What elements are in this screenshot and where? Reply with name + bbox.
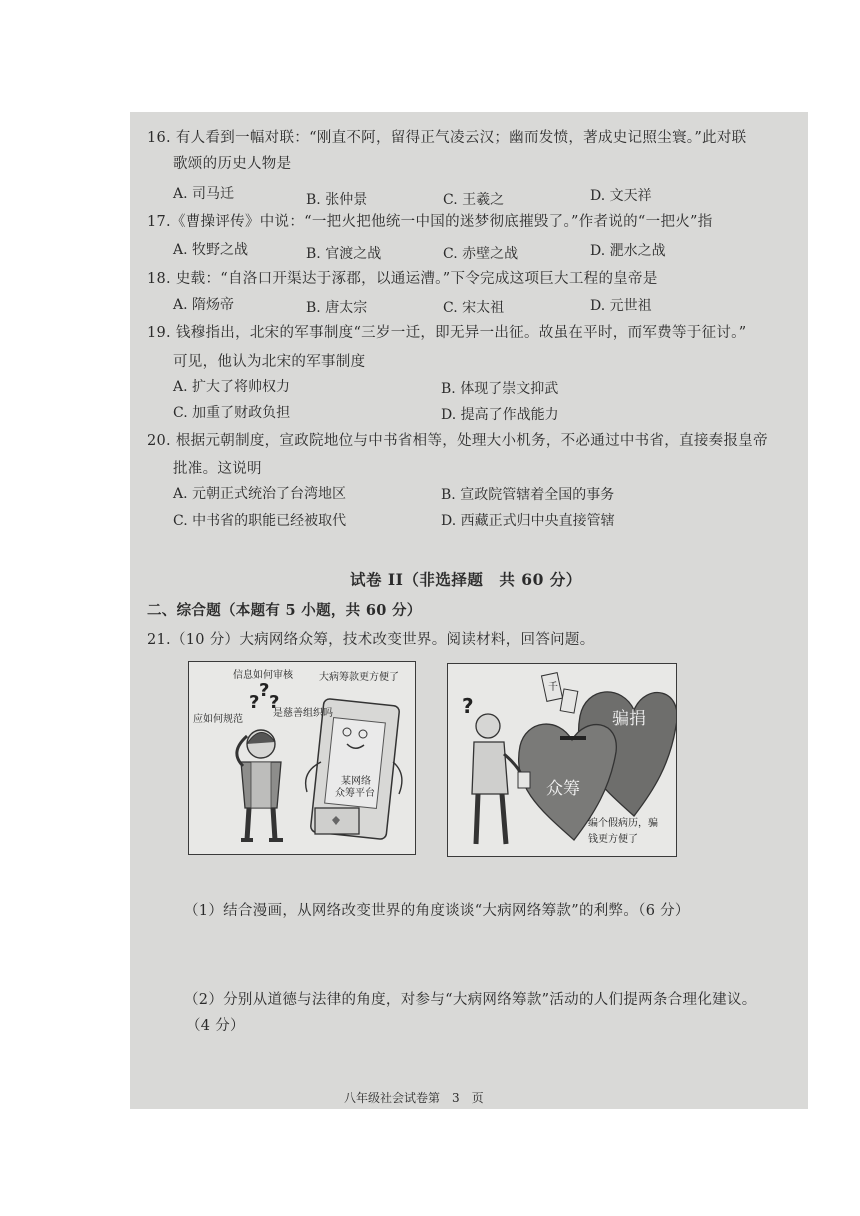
section-title: 试卷 II（非选择题 共 60 分） xyxy=(350,570,582,589)
q19-stem-line2: 可见，他认为北宋的军事制度 xyxy=(173,354,366,370)
cartoon1-caption-convenient: 大病筹款更方便了 xyxy=(319,672,399,683)
q19-stem-line1: 19. 钱穆指出，北宋的军事制度“三岁一迁，即无异一出征。故虽在平时，而军费等于征讨。” xyxy=(147,325,747,341)
q21-subquestion-2: （2）分别从道德与法律的角度，对参与“大病网络筹款”活动的人们提两条合理化建议。 xyxy=(184,992,757,1008)
q18-stem: 18. 史载：“自洛口开渠达于涿郡，以通运漕。”下令完成这项巨大工程的皇帝是 xyxy=(147,271,658,287)
q20-option-d: D. 西藏正式归中央直接管辖 xyxy=(441,513,615,529)
cartoon-fraud-donation xyxy=(447,663,677,857)
q17-option-b: B. 官渡之战 xyxy=(306,246,382,262)
page-footer: 八年级社会试卷第 3 页 xyxy=(344,1091,484,1105)
q20-stem-line2: 批准。这说明 xyxy=(173,461,262,477)
exam-page xyxy=(130,112,808,1109)
q16-option-c: C. 王羲之 xyxy=(443,192,505,208)
question-mark-3: ? xyxy=(269,692,280,713)
question-mark-2: ? xyxy=(249,692,260,713)
q16-option-b: B. 张仲景 xyxy=(306,192,368,208)
q17-option-a: A. 牧野之战 xyxy=(173,242,249,258)
q16-stem-line1: 16. 有人看到一幅对联：“刚直不阿，留得正气凌云汉；幽而发愤，著成史记照尘寰。”此对联 xyxy=(147,130,747,146)
cartoon1-caption-charity: 是慈善组织吗 xyxy=(273,708,333,719)
q21-intro: 21.（10 分）大病网络众筹，技术改变世界。阅读材料，回答问题。 xyxy=(147,632,595,648)
cartoon1-caption-regulate: 应如何规范 xyxy=(193,714,243,725)
q17-stem: 17.《曹操评传》中说：“一把火把他统一中国的迷梦彻底摧毁了。”作者说的“一把火”指 xyxy=(147,214,713,230)
q18-option-a: A. 隋炀帝 xyxy=(173,297,235,313)
q18-option-d: D. 元世祖 xyxy=(590,298,652,314)
cartoon-1-drawing xyxy=(189,662,415,854)
heart-label-crowdfunding: 众筹 xyxy=(546,779,580,799)
q16-option-a: A. 司马迁 xyxy=(173,186,235,202)
section-heading: 二、综合题（本题有 5 小题，共 60 分） xyxy=(147,602,422,619)
q21-subquestion-2-score: （4 分） xyxy=(186,1018,245,1034)
cartoon2-caption-line2: 钱更方便了 xyxy=(588,834,638,845)
cartoon1-caption-review: 信息如何审核 xyxy=(233,670,293,681)
q19-option-c: C. 加重了财政负担 xyxy=(173,405,291,421)
q19-option-b: B. 体现了崇文抑武 xyxy=(441,381,559,397)
q16-stem-line2: 歌颂的历史人物是 xyxy=(173,156,292,172)
q19-option-d: D. 提高了作战能力 xyxy=(441,407,559,423)
cartoon1-board-label-2: 众筹平台 xyxy=(335,788,375,799)
q18-option-c: C. 宋太祖 xyxy=(443,300,505,316)
q16-option-d: D. 文天祥 xyxy=(590,188,652,204)
q20-stem-line1: 20. 根据元朝制度，宣政院地位与中书省相等，处理大小机务，不必通过中书省，直接奏报皇帝 xyxy=(147,433,768,449)
cartoon2-card-label: 千 xyxy=(548,682,558,693)
cartoon2-question-mark: ? xyxy=(462,694,474,718)
q19-option-a: A. 扩大了将帅权力 xyxy=(173,379,291,395)
q17-option-c: C. 赤壁之战 xyxy=(443,246,519,262)
q21-subquestion-1: （1）结合漫画，从网络改变世界的角度谈谈“大病网络筹款”的利弊。（6 分） xyxy=(184,903,690,919)
q20-option-b: B. 宣政院管辖着全国的事务 xyxy=(441,487,615,503)
q18-option-b: B. 唐太宗 xyxy=(306,300,368,316)
cartoon2-caption-line1: 编个假病历，骗 xyxy=(588,818,658,829)
question-mark-1: ? xyxy=(259,680,270,701)
q17-option-d: D. 淝水之战 xyxy=(590,243,666,259)
cartoon-crowdfunding-platform xyxy=(188,661,416,855)
q20-option-a: A. 元朝正式统治了台湾地区 xyxy=(173,486,347,502)
q20-option-c: C. 中书省的职能已经被取代 xyxy=(173,513,347,529)
cartoon1-board-label-1: 某网络 xyxy=(341,776,371,787)
heart-label-fraud: 骗捐 xyxy=(612,709,646,729)
